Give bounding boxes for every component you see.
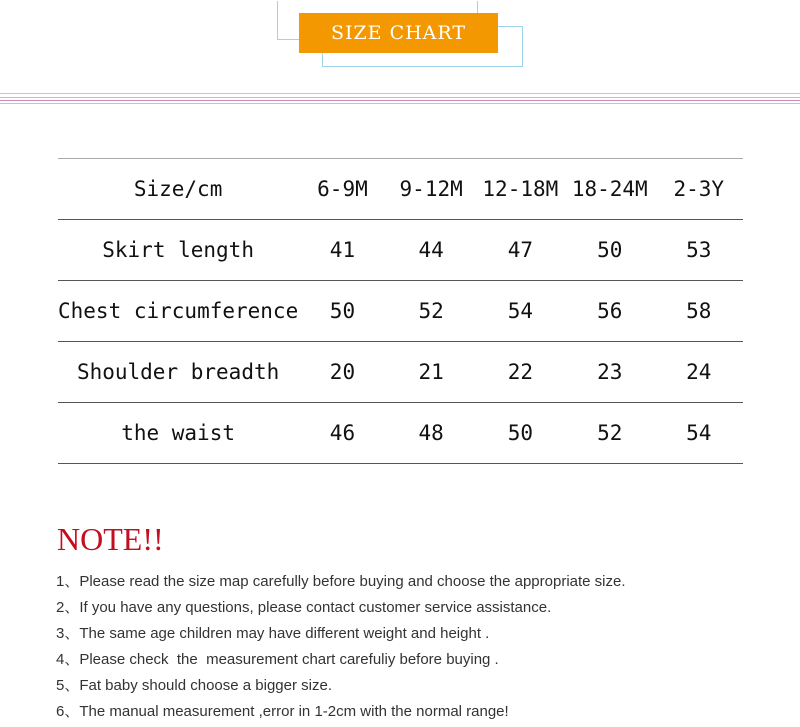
size-column-header: 9-12M	[399, 177, 463, 201]
table-cell: 56	[597, 299, 623, 323]
divider-stripe	[0, 93, 800, 94]
size-table	[58, 158, 743, 464]
table-cell: 21	[418, 360, 444, 384]
note-item: 3、The same age children may have different weight and height .	[56, 625, 490, 642]
note-item: 5、Fat baby should choose a bigger size.	[56, 677, 332, 694]
size-column-header: 18-24M	[571, 177, 648, 201]
divider-stripe	[0, 100, 800, 101]
note-title: NOTE!!	[57, 521, 164, 557]
table-cell: 24	[686, 360, 712, 384]
size-column-header: 12-18M	[482, 177, 559, 201]
divider-stripe	[0, 103, 800, 104]
header-label: Size/cm	[133, 177, 223, 201]
table-cell: 58	[686, 299, 712, 323]
size-column-header: 2-3Y	[673, 177, 725, 201]
table-header-row	[58, 159, 743, 220]
table-cell: 54	[686, 421, 712, 445]
table-cell: 52	[597, 421, 623, 445]
table-cell: 48	[418, 421, 444, 445]
note-item: 4、Please check the measurement chart carefuliy before buying .	[56, 651, 499, 668]
row-label: the waist	[121, 421, 235, 445]
table-cell: 52	[418, 299, 444, 323]
note-item: 6、The manual measurement ,error in 1-2cm with the normal range!	[56, 703, 509, 720]
table-cell: 41	[329, 238, 356, 262]
divider-stripe	[0, 97, 800, 98]
table-cell: 53	[686, 238, 712, 262]
size-chart-header	[0, 0, 800, 110]
table-cell: 23	[597, 360, 623, 384]
size-chart-title: SIZE CHART	[299, 13, 498, 53]
row-label: Skirt length	[102, 238, 254, 262]
table-row	[58, 342, 743, 403]
table-cell: 22	[507, 360, 533, 384]
note-item: 1、Please read the size map carefully before buying and choose the appropriate size.	[56, 573, 626, 590]
table-cell: 50	[329, 299, 356, 323]
size-column-header: 6-9M	[317, 177, 368, 201]
row-label: Chest circumference	[58, 299, 299, 323]
table-cell: 46	[329, 421, 356, 445]
table-cell: 50	[507, 421, 533, 445]
table-row	[58, 403, 743, 464]
table-cell: 44	[418, 238, 444, 262]
table-cell: 50	[597, 238, 623, 262]
table-cell: 20	[329, 360, 356, 384]
table-cell: 47	[507, 238, 533, 262]
table-row	[58, 281, 743, 342]
note-item: 2、If you have any questions, please contact customer service assistance.	[56, 599, 552, 616]
row-label: Shoulder breadth	[76, 360, 280, 384]
table-row	[58, 220, 743, 281]
table-cell: 54	[507, 299, 533, 323]
note-list	[56, 571, 626, 727]
